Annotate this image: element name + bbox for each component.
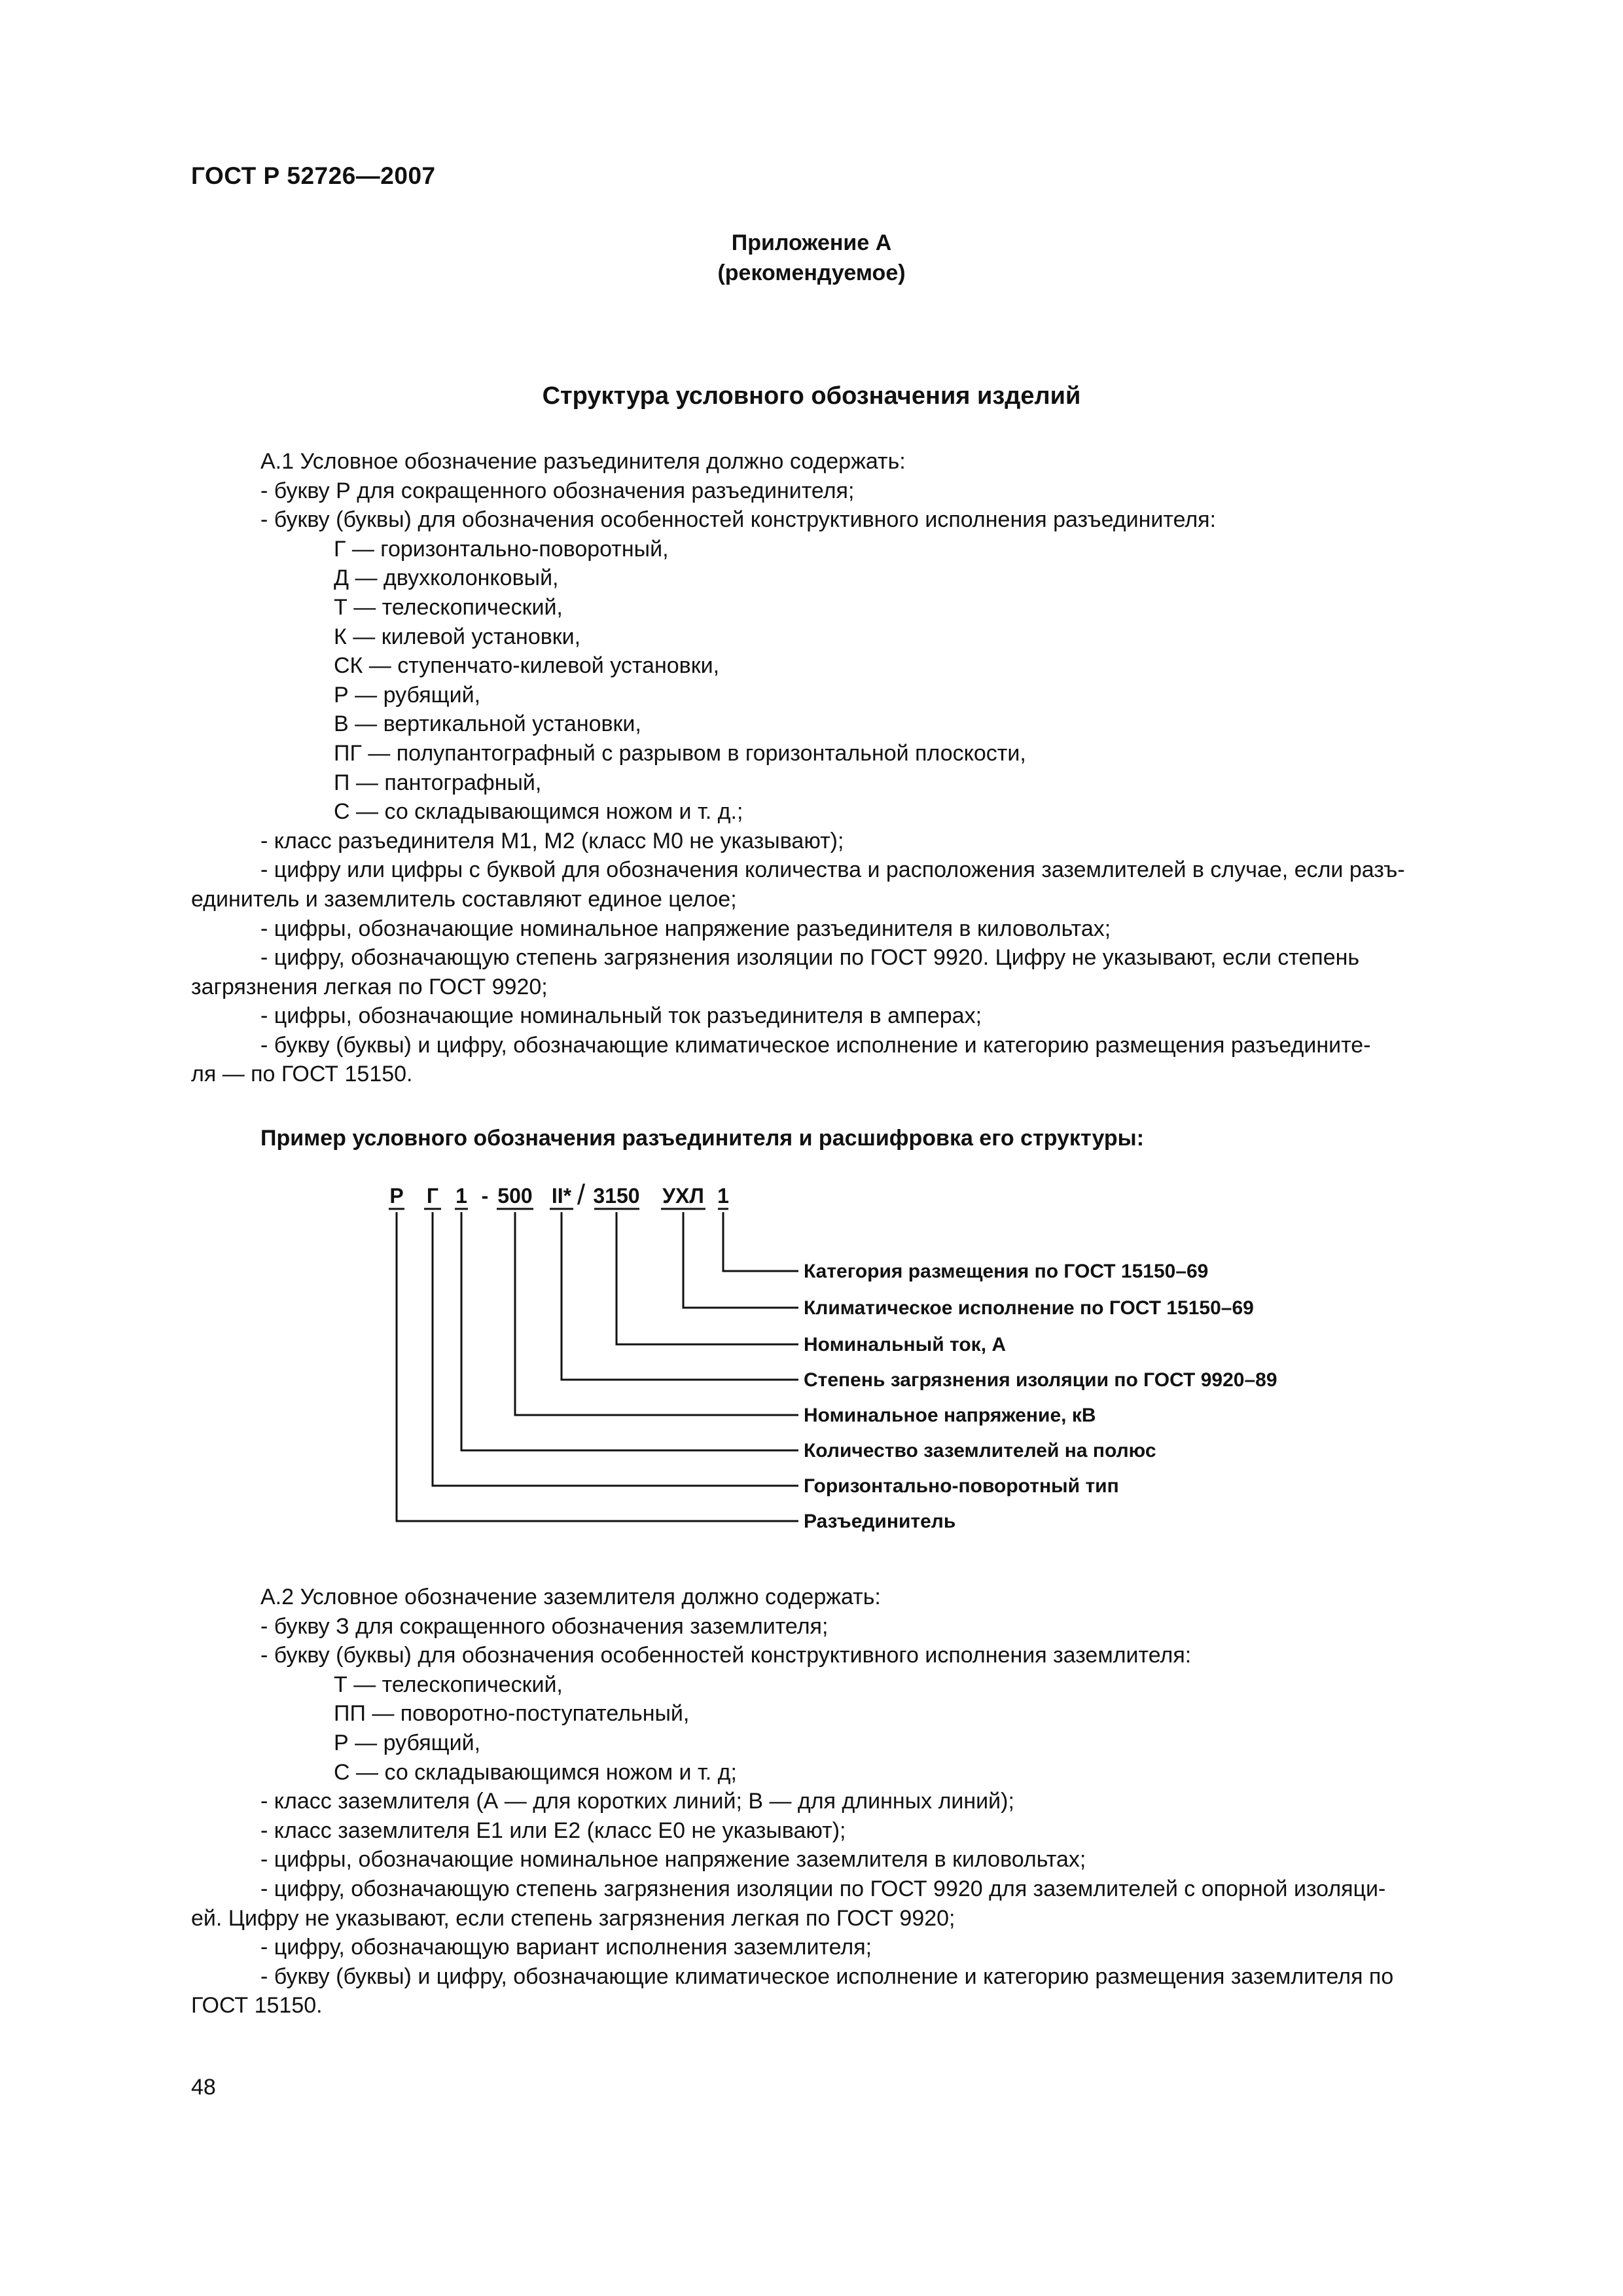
code-part-pollution: II*: [551, 1184, 572, 1208]
a1-item-continuation: ля — по ГОСТ 15150.: [191, 1062, 413, 1087]
a2-type: С — со складывающимся ножом и т. д;: [334, 1759, 737, 1785]
label-climate-version: Климатическое исполнение по ГОСТ 15150–69: [804, 1297, 1254, 1319]
connector-lines: [397, 1212, 798, 1521]
label-rated-voltage: Номинальное напряжение, кВ: [804, 1405, 1096, 1426]
a1-item: - цифры, обозначающие номинальный ток разъединителя в амперах;: [260, 1003, 982, 1029]
page-number: 48: [191, 2075, 216, 2100]
a1-type: СК — ступенчато-килевой установки,: [334, 653, 720, 679]
a1-type: С — со складывающимся ножом и т. д.;: [334, 799, 743, 825]
a1-item: - цифру, обозначающую степень загрязнения изоляции по ГОСТ 9920. Цифру не указывают, если степень: [260, 945, 1360, 971]
section-a2: [191, 1583, 1500, 2020]
a1-type: Г — горизонтально-поворотный,: [334, 536, 669, 562]
a1-item-continuation: загрязнения легкая по ГОСТ 9920;: [191, 974, 548, 999]
code-part-grounding-count: 1: [455, 1184, 467, 1208]
a1-item: - класс разъединителя М1, М2 (класс М0 не указывают);: [260, 828, 844, 853]
a1-type: Т — телескопический,: [334, 594, 563, 620]
code-parts: [389, 1179, 729, 1211]
appendix-title: Приложение А: [731, 230, 892, 255]
label-grounding-count: Количество заземлителей на полюс: [804, 1440, 1156, 1462]
label-rated-current: Номинальный ток, А: [804, 1334, 1007, 1355]
section-title: Структура условного обозначения изделий: [542, 382, 1081, 410]
example-title: Пример условного обозначения разъединителя и расшифровка его структуры:: [260, 1126, 1145, 1151]
a1-item-continuation: единитель и заземлитель составляют единое целое;: [191, 886, 737, 912]
a1-type: П — пантографный,: [334, 770, 542, 795]
a1-item: - букву (буквы) для обозначения особенностей конструктивного исполнения разъединителя:: [260, 507, 1217, 533]
appendix-subtitle: (рекомендуемое): [717, 260, 906, 285]
a2-item-continuation: ГОСТ 15150.: [191, 1993, 323, 2018]
a1-intro: А.1 Условное обозначение разъединителя должно содержать:: [260, 449, 906, 474]
a2-type: ПП — поворотно-поступательный,: [334, 1701, 690, 1727]
code-part-voltage: 500: [497, 1184, 533, 1208]
a1-item: - цифры, обозначающие номинальное напряжение разъединителя в киловольтах;: [260, 916, 1111, 941]
a2-item: - класс заземлителя Е1 или Е2 (класс Е0 не указывают);: [260, 1818, 846, 1843]
a2-type: Т — телескопический,: [334, 1672, 563, 1697]
a2-item: - букву (буквы) и цифру, обозначающие климатическое исполнение и категорию размещения заземлителя по: [260, 1964, 1394, 1989]
a2-intro: А.2 Условное обозначение заземлителя должно содержать:: [260, 1585, 881, 1609]
code-part-letter-r: Р: [389, 1184, 404, 1208]
code-part-current: 3150: [593, 1184, 640, 1208]
code-part-climate: УХЛ: [662, 1184, 704, 1208]
a2-item: - цифру, обозначающую вариант исполнения заземлителя;: [260, 1935, 872, 1960]
label-type: Горизонтально-поворотный тип: [804, 1475, 1119, 1497]
standard-header: ГОСТ Р 52726—2007: [191, 162, 436, 189]
a2-type: Р — рубящий,: [334, 1730, 481, 1755]
a2-item: - цифру, обозначающую степень загрязнения изоляции по ГОСТ 9920 для заземлителей с опорной изоляци-: [260, 1876, 1386, 1901]
a2-item: - цифры, обозначающие номинальное напряжение заземлителя в киловольтах;: [260, 1847, 1086, 1873]
a2-item: - букву З для сокращенного обозначения заземлителя;: [260, 1613, 829, 1639]
a2-item: - класс заземлителя (А — для коротких линий; В — для длинных линий);: [260, 1789, 1014, 1814]
a2-item-continuation: ей. Цифру не указывают, если степень загрязнения легкая по ГОСТ 9920;: [191, 1905, 955, 1931]
a1-type: Д — двухколонковый,: [334, 565, 559, 591]
label-disconnector: Разъединитель: [804, 1511, 956, 1532]
a1-item: - цифру или цифры с буквой для обозначения количества и расположения заземлителей в случае, если разъ-: [260, 857, 1405, 883]
label-pollution-degree: Степень загрязнения изоляции по ГОСТ 9920–89: [804, 1369, 1277, 1391]
a2-item: - букву (буквы) для обозначения особенностей конструктивного исполнения заземлителя:: [260, 1643, 1192, 1668]
a1-type: В — вертикальной установки,: [334, 711, 641, 737]
code-part-dash: -: [481, 1184, 489, 1208]
code-part-letter-g: Г: [426, 1184, 439, 1208]
a1-type: Р — рубящий,: [334, 682, 481, 708]
a1-type: К — килевой установки,: [334, 624, 581, 649]
a1-item: - букву (буквы) и цифру, обозначающие климатическое исполнение и категорию размещения разъедините-: [260, 1032, 1371, 1058]
a1-item: - букву Р для сокращенного обозначения разъединителя;: [260, 478, 855, 503]
a1-type: ПГ — полупантографный с разрывом в горизонтальной плоскости,: [334, 740, 1026, 766]
code-part-category: 1: [717, 1184, 729, 1208]
label-placement-category: Категория размещения по ГОСТ 15150–69: [804, 1261, 1209, 1282]
code-part-slash: /: [577, 1179, 586, 1211]
